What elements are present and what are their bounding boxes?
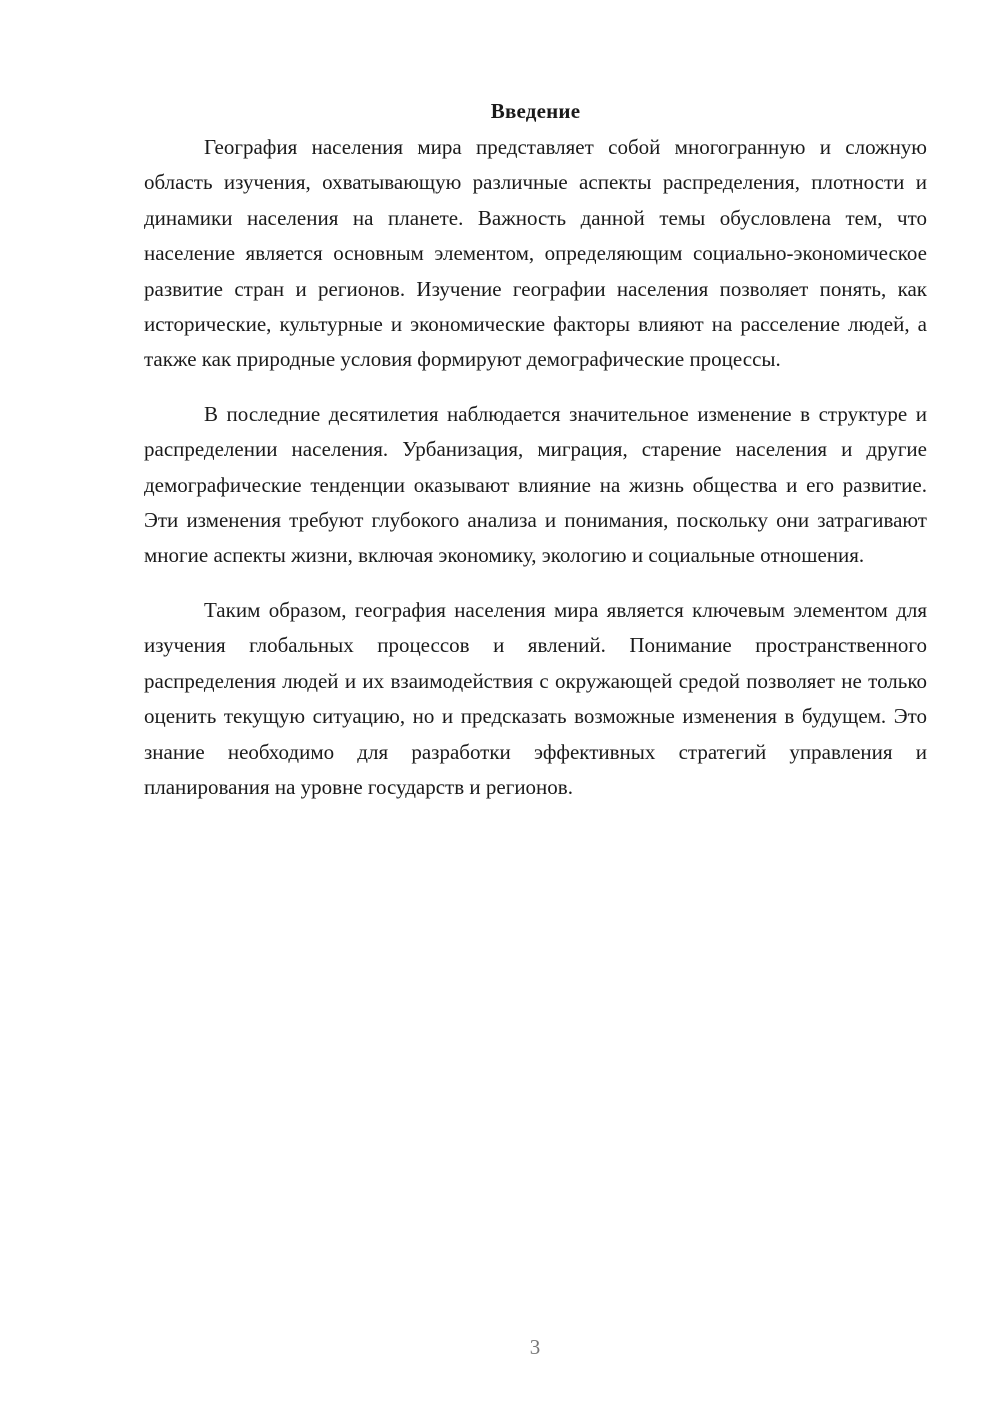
page-content xyxy=(144,95,927,805)
section-title: Введение xyxy=(490,99,581,123)
paragraph-2: В последние десятилетия наблюдается значительное изменение в структуре и распределении населения. Урбанизация, миграция, старение населения и другие демографические тенденции оказывают влияние на жизнь общества и его развитие. Эти изменения требуют глубокого анализа и понимания, поскольку они затрагивают многие аспекты жизни, включая экономику, экологию и социальные отношения. xyxy=(144,401,927,568)
page-number: 3 xyxy=(529,1335,541,1359)
paragraph-3: Таким образом, география населения мира является ключевым элементом для изучения глобальных процессов и явлений. Понимание пространственного распределения людей и их взаимодействия с окружающей средой позволяет не только оценить текущую ситуацию, но и предсказать возможные изменения в будущем. Это знание необходимо для разработки эффективных стратегий управления и планирования на уровне государств и регионов. xyxy=(144,597,927,799)
paragraph-1: География населения мира представляет собой многогранную и сложную область изучения, охватывающую различные аспекты распределения, плотности и динамики населения на планете. Важность данной темы обусловлена тем, что население является основным элементом, определяющим социально-экономическое развитие стран и регионов. Изучение географии населения позволяет понять, как исторические, культурные и экономические факторы влияют на расселение людей, а также как природные условия формируют демографические процессы. xyxy=(144,135,927,372)
